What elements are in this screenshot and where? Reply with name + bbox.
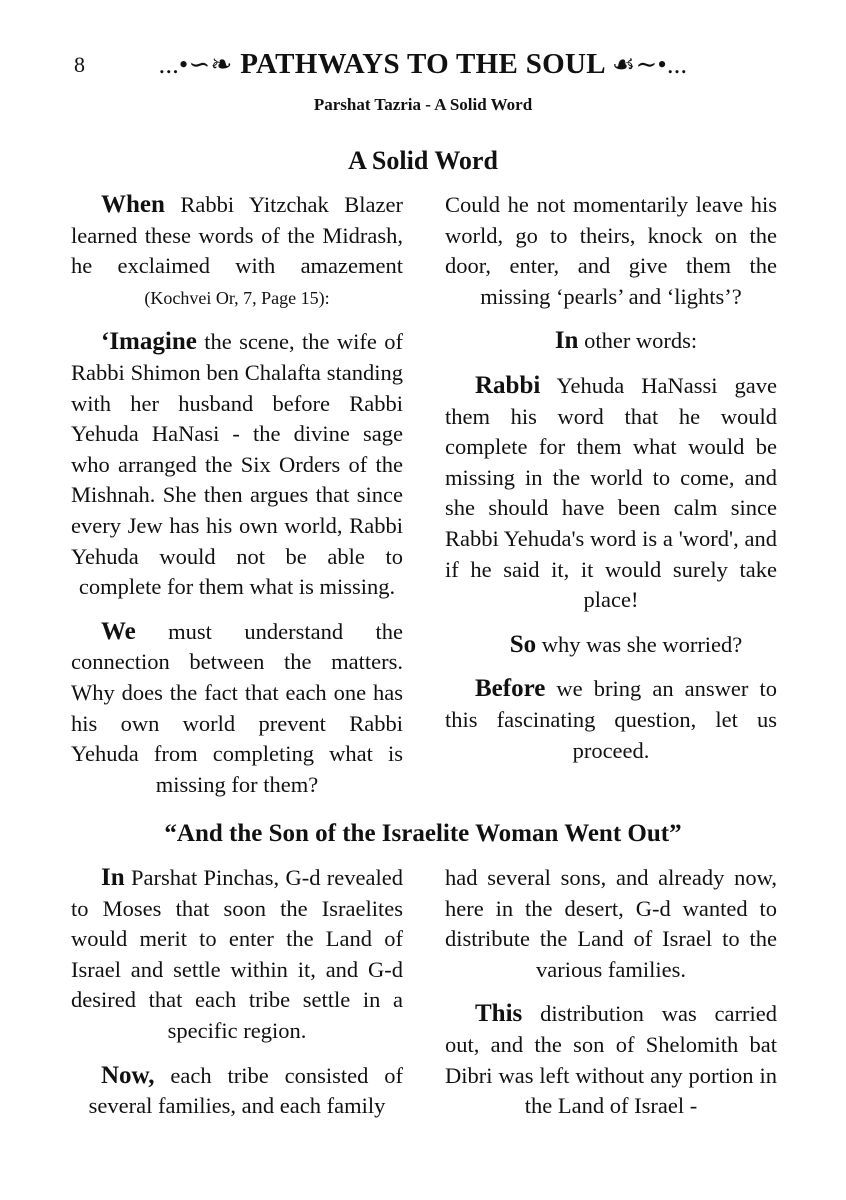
header-title: PATHWAYS TO THE SOUL [240,48,605,80]
left-column [71,190,403,814]
lead-word: In [554,327,579,355]
lead-word: ‘Imagine [101,328,197,356]
paragraph [445,630,777,661]
left-column [71,863,403,1136]
paragraph-text: we bring an answer to this fascinating question, let us proceed. [445,676,777,763]
running-header [0,48,846,81]
paragraph [445,190,777,312]
page-number: 8 [74,52,85,77]
right-column [445,190,777,780]
lead-word: This [475,1000,523,1028]
paragraph [71,327,403,602]
paragraph-text: must understand the connection between the matters. Why does the fact that each one has his own world prevent Rabbi Yehuda from completing what is missing for them? [71,618,403,797]
paragraph-text: Could he not momentarily leave his world, go to theirs, knock on the door, enter, and give them the missing ‘pearls’ and ‘lights’? [445,192,777,309]
paragraph [445,674,777,766]
right-column [445,863,777,1136]
paragraph [445,999,777,1121]
lead-word: So [509,630,537,658]
lead-word: Before [475,675,546,703]
lead-word: We [101,617,136,645]
paragraph-text: Yehuda HaNassi gave them his word that he would complete for them what would be missing in the world to come, and she should have been calm since Rabbi Yehuda's word is a 'word', and if he said it, it would surely take place! [445,372,777,613]
paragraph-text: why was she worried? [536,631,743,657]
paragraph-text: Rabbi Yitzchak Blazer learned these words of the Midrash, he exclaimed with amazement [71,192,403,279]
paragraph [71,1061,403,1122]
paragraph [445,371,777,616]
lead-word: Rabbi [475,371,541,399]
section-title: A Solid Word [348,146,498,175]
lead-word: Now, [101,1061,155,1089]
ornament-left: ...•∽❧ [158,50,233,79]
paragraph [71,190,403,313]
paragraph-text: the scene, the wife of Rabbi Shimon ben Chalafta standing with her husband before Rabbi Yehuda HaNasi - the divine sage who arranged the Six Orders of the Mishnah. She then argues that since every Jew has his own world, Rabbi Yehuda would not be able to complete for them what is missing. [71,329,403,600]
paragraph [445,863,777,985]
paragraph-text: other words: [578,328,698,354]
paragraph-text: each tribe consisted of several families, and each family [88,1062,403,1119]
lead-word: In [101,864,125,891]
paragraph [71,617,403,801]
paragraph-text: Parshat Pinchas, G-d revealed to Moses that soon the Israelites would merit to enter the Land of Israel and settle within it, and G-d desired that each tribe settle in a specific region. [71,865,403,1043]
paragraph-text: distribution was carried out, and the son of Shelomith bat Dibri was left without any portion in the Land of Israel - [445,1001,777,1119]
header-subtitle: Parshat Tazria - A Solid Word [313,95,533,114]
lead-word: When [101,191,165,218]
paragraph [445,326,777,357]
ornament-right: ☙∼•... [611,50,688,79]
paragraph [71,863,403,1047]
section-title: “And the Son of the Israelite Woman Went Out” [164,820,682,847]
reference: (Kochvei Or, 7, Page 15): [144,287,330,308]
paragraph-text: had several sons, and already now, here in the desert, G-d wanted to distribute the Land of Israel to the various families. [445,865,777,982]
